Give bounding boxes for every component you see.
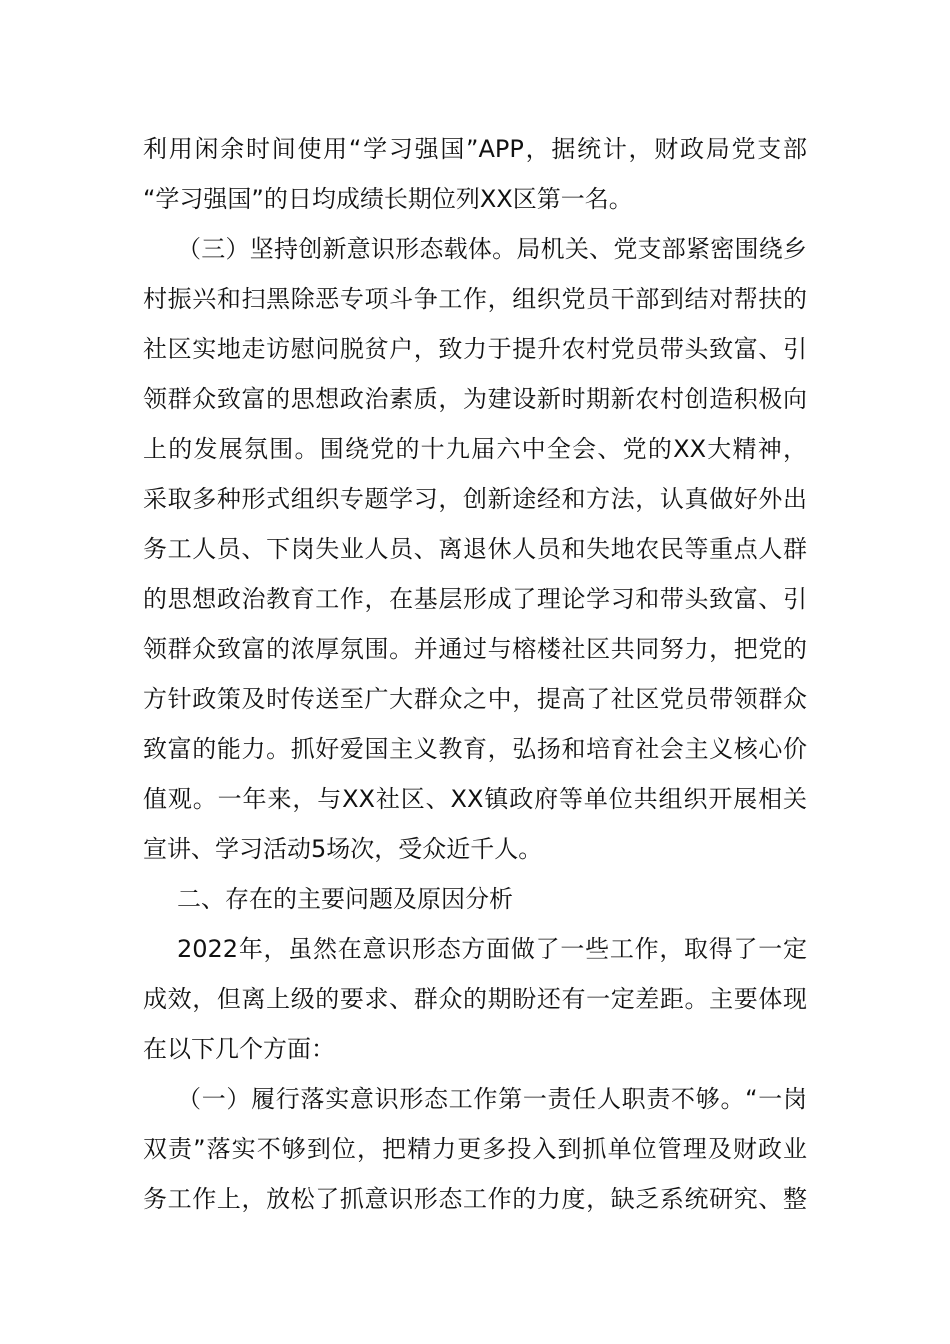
text-line: 社区实地走访慰问脱贫户，致力于提升农村党员带头致富、引	[143, 335, 807, 363]
text-line: 致富的能力。抓好爱国主义教育，弘扬和培育社会主义核心价	[143, 735, 807, 763]
section-heading: 二、存在的主要问题及原因分析	[177, 885, 513, 913]
document-body	[143, 124, 807, 1224]
text-line: 利用闲余时间使用“学习强国”APP，据统计，财政局党支部	[143, 135, 807, 163]
text-line: 双责”落实不够到位，把精力更多投入到抓单位管理及财政业	[143, 1135, 807, 1163]
text-line: 在以下几个方面：	[143, 1035, 335, 1063]
text-line: 方针政策及时传送至广大群众之中，提高了社区党员带领群众	[143, 685, 807, 713]
text-line: “学习强国”的日均成绩长期位列XX区第一名。	[143, 185, 633, 213]
text-line: （一）履行落实意识形态工作第一责任人职责不够。“一岗	[177, 1085, 807, 1113]
text-line: 值观。一年来，与XX社区、XX镇政府等单位共组织开展相关	[143, 785, 807, 813]
text-line: 上的发展氛围。围绕党的十九届六中全会、党的XX大精神，	[143, 435, 807, 463]
text-line: 村振兴和扫黑除恶专项斗争工作，组织党员干部到结对帮扶的	[143, 285, 807, 313]
text-line: 领群众致富的思想政治素质，为建设新时期新农村创造积极向	[143, 385, 807, 413]
text-line: 宣讲、学习活动5场次，受众近千人。	[143, 835, 543, 863]
text-line: 的思想政治教育工作，在基层形成了理论学习和带头致富、引	[143, 585, 807, 613]
text-line: 2022年，虽然在意识形态方面做了一些工作，取得了一定	[177, 935, 807, 963]
text-line: 务工作上，放松了抓意识形态工作的力度，缺乏系统研究、整	[143, 1185, 807, 1213]
text-line: 采取多种形式组织专题学习，创新途经和方法，认真做好外出	[143, 485, 807, 513]
text-line: 领群众致富的浓厚氛围。并通过与榕楼社区共同努力，把党的	[143, 635, 807, 663]
text-line: （三）坚持创新意识形态载体。局机关、党支部紧密围绕乡	[177, 235, 807, 263]
text-line: 务工人员、下岗失业人员、离退休人员和失地农民等重点人群	[143, 535, 807, 563]
text-line: 成效，但离上级的要求、群众的期盼还有一定差距。主要体现	[143, 985, 807, 1013]
